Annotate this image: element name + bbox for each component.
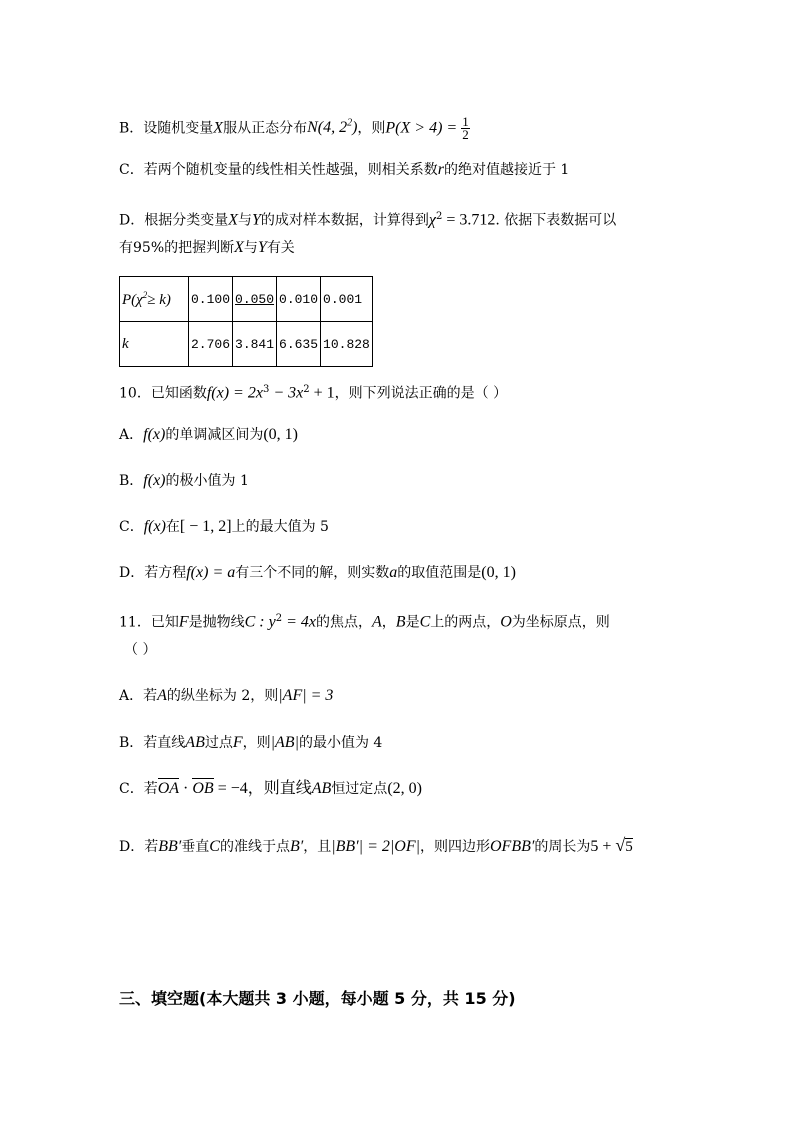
text: C． [119,519,144,535]
text: B．设随机变量 [119,120,214,137]
math-var: C [209,838,220,855]
sqrt-symbol: √5 [615,835,633,855]
math-interval: [ − 1, 2] [179,518,232,535]
text: 服从正态分布 [223,120,308,137]
text: 的周长为 [534,839,591,855]
text: D．若 [119,839,159,855]
math-var: X [234,239,244,256]
text: ，且 [303,839,332,855]
text: D．根据分类变量 [119,212,229,229]
math-point: (2, 0) [387,780,422,797]
math-var: OFBB′ [490,838,535,855]
option-10c [119,517,329,537]
math-var: AB [185,734,205,751]
math: |AB| [270,734,299,751]
math: · [179,780,193,797]
option-11b [119,733,382,753]
table-cell: 0.010 [277,277,321,322]
sup: 3 [262,384,270,395]
text: 的取值范围是 [397,565,482,581]
math-var: B′ [289,838,304,855]
option-9b [119,114,470,141]
cell-text: P(χ [122,291,143,308]
text: 过点 [204,735,233,751]
math: f(x) [143,426,166,443]
text: 的成对样本数据，计算得到 [260,212,429,229]
text: ， [381,614,396,631]
text: 11．已知 [119,614,179,631]
math: C : y [244,613,276,631]
vector-OB: OB [192,780,214,797]
table-cell [233,277,277,322]
math-interval: (0, 1) [263,426,298,443]
text: 的极小值为 1 [165,473,249,489]
text: D．若方程 [119,565,187,581]
math-var: F [178,613,189,631]
cell-text: ≥ k) [147,291,171,308]
table-cell: 3.841 [233,322,277,367]
math-var: C [419,613,431,631]
text: 与 [238,212,253,229]
option-9d [119,207,616,231]
table-row [120,322,373,367]
text: 的准线于点 [219,839,290,855]
option-10d [119,563,516,583]
text: . 依据下表数据可以 [495,212,617,229]
math: + 1 [309,384,335,402]
math-dist [307,119,357,136]
math-var: a [389,564,398,581]
math-var: χ [428,211,436,229]
option-11c [119,779,422,799]
text: 恒过定点 [331,781,388,797]
table-cell: 0.001 [321,277,373,322]
table-cell: 2.706 [189,322,233,367]
text: ，则四边形 [420,839,490,855]
sup: 2 [142,289,148,300]
table-cell: 6.635 [277,322,321,367]
math-var: r [437,161,444,178]
math-interval: (0, 1) [481,564,516,581]
option-9d-cont [119,238,295,258]
math: f(x) [143,518,166,535]
cell-text: 0.050 [235,291,275,307]
math-var: O [500,613,512,631]
critical-value-table [119,276,373,367]
text: 为坐标原点，则 [511,614,610,631]
text: 的绝对值越接近于 1 [443,162,570,178]
frac-num: 1 [462,113,469,129]
section-heading: 三、填空题(本大题共 3 小题，每小题 5 分，共 15 分) [119,989,516,1008]
text: 有三个不同的解，则实数 [235,565,390,581]
table-header-prob [120,277,189,322]
math: f(x) = a [186,564,236,581]
math: ) [352,119,358,137]
text: = −4，则直线 [213,780,312,797]
text: 有关 [266,240,295,256]
text: 垂直 [181,839,210,855]
math: 5 + [590,838,616,855]
math-var: B [395,613,406,631]
math-var: A [372,613,382,631]
text: 的单调减区间为 [165,427,264,443]
radicand: 5 [625,839,633,855]
question-11-paren: （ ） [124,642,157,658]
math: |BB′| = 2|OF| [331,838,420,855]
math-prob: P(X > 4) = [385,119,462,137]
math-var: Y [257,239,267,256]
sup: 2 [435,211,443,222]
text: 上的两点， [430,614,501,631]
text: B． [119,473,144,489]
math-var: F [232,734,243,751]
text: 在 [165,519,180,535]
text: 上的最大值为 5 [231,519,329,535]
table-row [120,277,373,322]
option-11a [119,686,333,706]
text: ，则下列说法正确的是（ ） [334,385,508,402]
text: ，则 [242,735,271,751]
text: 10．已知函数 [119,385,207,402]
question-10 [119,380,507,404]
text: A．若 [119,688,158,704]
math: f(x) = 2x [206,384,263,402]
vector-OA: OA [157,780,180,797]
math-var: A [157,687,167,704]
text: 是抛物线 [188,614,245,631]
math: |AF| = 3 [278,687,334,704]
question-11 [119,609,610,633]
table-cell: 0.100 [189,277,233,322]
text: ，则 [357,120,386,137]
math-var: X [213,119,224,137]
table-header-k: k [120,322,189,367]
frac-den: 2 [462,126,469,142]
math-val: = 3.712 [442,211,496,229]
text: 与 [243,240,258,256]
math: N(4, 2 [307,119,348,137]
math: − 3x [269,384,304,402]
sup: 2 [347,118,353,129]
fraction [461,113,470,142]
text: 的焦点， [316,614,372,631]
table-cell: 10.828 [321,322,373,367]
text: 是 [405,614,420,631]
option-9c [119,160,569,180]
text: 有95%的把握判断 [119,240,235,256]
math: = 4x [282,613,316,631]
sup: 2 [303,384,310,395]
text: 的纵坐标为 2，则 [166,688,279,704]
text: C．若 [119,781,158,797]
math: f(x) [143,472,166,489]
text: C．若两个随机变量的线性相关性越强，则相关系数 [119,162,438,178]
text: B．若直线 [119,735,186,751]
text: 的最小值为 4 [298,735,383,751]
math-var: BB′ [158,838,182,855]
math-var: X [228,211,239,229]
text: A． [119,427,144,443]
math-var: Y [252,211,261,229]
option-10b [119,471,249,491]
sup: 2 [275,613,283,624]
math-var: AB [311,780,332,797]
option-10a [119,425,298,445]
option-11d [119,835,633,857]
